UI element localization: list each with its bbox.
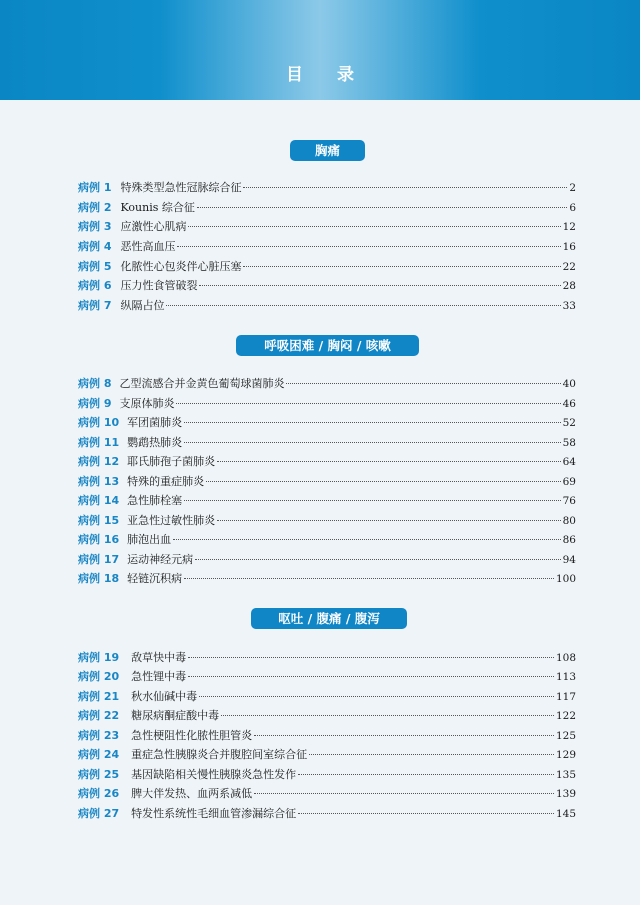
dot-leader bbox=[298, 774, 554, 775]
page-number: 69 bbox=[562, 476, 576, 488]
dot-leader bbox=[184, 500, 560, 501]
page-number: 64 bbox=[562, 456, 576, 468]
toc-entry[interactable] bbox=[78, 277, 576, 296]
page-number: 86 bbox=[562, 534, 576, 546]
toc-entry[interactable] bbox=[78, 297, 576, 316]
toc-entry[interactable] bbox=[78, 238, 576, 257]
dot-leader bbox=[309, 754, 554, 755]
page-number: 139 bbox=[555, 788, 576, 800]
case-title: 重症急性胰腺炎合并腹腔间室综合征 bbox=[131, 748, 308, 761]
case-title: 基因缺陷相关慢性胰腺炎急性发作 bbox=[131, 768, 297, 781]
case-number: 病例 22 bbox=[78, 709, 120, 722]
dot-leader bbox=[188, 657, 554, 658]
case-number: 病例 16 bbox=[78, 533, 120, 546]
toc-entry[interactable] bbox=[78, 746, 576, 765]
toc-entry[interactable] bbox=[78, 707, 576, 726]
case-title: 压力性食管破裂 bbox=[120, 279, 198, 292]
toc-entry[interactable] bbox=[78, 551, 576, 570]
case-title: 乙型流感合并金黄色葡萄球菌肺炎 bbox=[119, 377, 285, 390]
case-number: 病例 12 bbox=[78, 455, 120, 468]
dot-leader bbox=[177, 246, 560, 247]
case-title: 亚急性过敏性肺炎 bbox=[127, 514, 216, 527]
case-title: 鹦鹉热肺炎 bbox=[127, 436, 183, 449]
toc-entry[interactable] bbox=[78, 453, 576, 472]
page-number: 12 bbox=[562, 221, 576, 233]
case-title: 军团菌肺炎 bbox=[127, 416, 183, 429]
dot-leader bbox=[286, 383, 560, 384]
page-number: 100 bbox=[555, 573, 576, 585]
page-number: 52 bbox=[562, 417, 576, 429]
dot-leader bbox=[188, 226, 560, 227]
case-title: 特殊类型急性冠脉综合征 bbox=[120, 181, 242, 194]
case-title: 特殊的重症肺炎 bbox=[127, 475, 205, 488]
toc-entry[interactable] bbox=[78, 258, 576, 277]
page-number: 46 bbox=[562, 398, 576, 410]
case-number: 病例 3 bbox=[78, 220, 112, 233]
page-number: 125 bbox=[555, 730, 576, 742]
case-number: 病例 11 bbox=[78, 436, 120, 449]
case-number: 病例 24 bbox=[78, 748, 120, 761]
toc-entry[interactable] bbox=[78, 512, 576, 531]
page-number: 80 bbox=[562, 515, 576, 527]
toc-entry[interactable] bbox=[78, 727, 576, 746]
page-number: 40 bbox=[562, 378, 576, 390]
page-title: 目 录 bbox=[286, 65, 368, 85]
toc-entry[interactable] bbox=[78, 375, 576, 394]
case-title: 急性锂中毒 bbox=[131, 670, 187, 683]
section-heading-chest-pain: 胸痛 bbox=[290, 140, 365, 161]
case-title: 急性肺栓塞 bbox=[127, 494, 183, 507]
page-number: 22 bbox=[562, 261, 576, 273]
case-number: 病例 17 bbox=[78, 553, 120, 566]
case-title: 秋水仙碱中毒 bbox=[131, 690, 198, 703]
toc-entry[interactable] bbox=[78, 395, 576, 414]
page-number: 76 bbox=[562, 495, 576, 507]
dot-leader bbox=[254, 793, 554, 794]
page-number: 122 bbox=[555, 710, 576, 722]
toc-entry[interactable] bbox=[78, 179, 576, 198]
case-number: 病例 25 bbox=[78, 768, 120, 781]
toc-entry[interactable] bbox=[78, 492, 576, 511]
case-number: 病例 7 bbox=[78, 299, 112, 312]
dot-leader bbox=[184, 442, 560, 443]
dot-leader bbox=[184, 578, 554, 579]
page-number: 2 bbox=[569, 182, 576, 194]
dot-leader bbox=[188, 676, 554, 677]
dot-leader bbox=[217, 520, 560, 521]
toc-entry[interactable] bbox=[78, 199, 576, 218]
page-number: 108 bbox=[555, 652, 576, 664]
case-number: 病例 20 bbox=[78, 670, 120, 683]
case-number: 病例 15 bbox=[78, 514, 120, 527]
case-number: 病例 18 bbox=[78, 572, 120, 585]
dot-leader bbox=[197, 207, 567, 208]
dot-leader bbox=[254, 735, 554, 736]
toc-entry[interactable] bbox=[78, 414, 576, 433]
page-number: 129 bbox=[555, 749, 576, 761]
case-title: 应激性心肌病 bbox=[120, 220, 187, 233]
section-heading-dyspnea: 呼吸困难 / 胸闷 / 咳嗽 bbox=[236, 335, 419, 356]
case-number: 病例 4 bbox=[78, 240, 112, 253]
dot-leader bbox=[217, 461, 560, 462]
case-number: 病例 19 bbox=[78, 651, 120, 664]
case-number: 病例 6 bbox=[78, 279, 112, 292]
dot-leader bbox=[243, 266, 560, 267]
section-heading-vomiting: 呕吐 / 腹痛 / 腹泻 bbox=[251, 608, 407, 629]
page-number: 94 bbox=[562, 554, 576, 566]
toc-entry[interactable] bbox=[78, 766, 576, 785]
case-title: 恶性高血压 bbox=[120, 240, 176, 253]
case-title: 特发性系统性毛细血管渗漏综合征 bbox=[131, 807, 297, 820]
toc-entry[interactable] bbox=[78, 649, 576, 668]
dot-leader bbox=[195, 559, 560, 560]
page-number: 6 bbox=[569, 202, 576, 214]
case-number: 病例 13 bbox=[78, 475, 120, 488]
dot-leader bbox=[199, 696, 554, 697]
header-banner bbox=[0, 0, 640, 100]
case-number: 病例 10 bbox=[78, 416, 120, 429]
case-title: 脾大伴发热、血两系减低 bbox=[131, 787, 253, 800]
page-number: 113 bbox=[555, 671, 576, 683]
case-title: 敌草快中毒 bbox=[131, 651, 187, 664]
toc-entry[interactable] bbox=[78, 785, 576, 804]
page-number: 117 bbox=[555, 691, 576, 703]
dot-leader bbox=[173, 539, 560, 540]
dot-leader bbox=[298, 813, 554, 814]
page-number: 16 bbox=[562, 241, 576, 253]
case-number: 病例 23 bbox=[78, 729, 120, 742]
case-title: 急性梗阻性化脓性胆管炎 bbox=[131, 729, 253, 742]
toc-entry[interactable] bbox=[78, 570, 576, 589]
case-title: 轻链沉积病 bbox=[127, 572, 183, 585]
case-number: 病例 5 bbox=[78, 260, 112, 273]
case-title: 纵隔占位 bbox=[120, 299, 165, 312]
case-number: 病例 1 bbox=[78, 181, 112, 194]
dot-leader bbox=[176, 403, 560, 404]
toc-entry[interactable] bbox=[78, 531, 576, 550]
dot-leader bbox=[199, 285, 560, 286]
page-number: 28 bbox=[562, 280, 576, 292]
page-number: 58 bbox=[562, 437, 576, 449]
case-title: 支原体肺炎 bbox=[119, 397, 175, 410]
toc-entry[interactable] bbox=[78, 473, 576, 492]
dot-leader bbox=[221, 715, 554, 716]
dot-leader bbox=[206, 481, 560, 482]
toc-entry[interactable] bbox=[78, 805, 576, 824]
page-number: 33 bbox=[562, 300, 576, 312]
toc-entry[interactable] bbox=[78, 218, 576, 237]
case-number: 病例 9 bbox=[78, 397, 112, 410]
page-number: 135 bbox=[555, 769, 576, 781]
toc-entry[interactable] bbox=[78, 688, 576, 707]
case-title: 运动神经元病 bbox=[127, 553, 194, 566]
case-title: 化脓性心包炎伴心脏压塞 bbox=[120, 260, 242, 273]
case-title: 肺泡出血 bbox=[127, 533, 172, 546]
case-number: 病例 27 bbox=[78, 807, 120, 820]
case-number: 病例 2 bbox=[78, 201, 112, 214]
case-number: 病例 8 bbox=[78, 377, 112, 390]
case-number: 病例 14 bbox=[78, 494, 120, 507]
toc-entry[interactable] bbox=[78, 668, 576, 687]
dot-leader bbox=[166, 305, 560, 306]
dot-leader bbox=[184, 422, 560, 423]
case-number: 病例 26 bbox=[78, 787, 120, 800]
page-number: 145 bbox=[555, 808, 576, 820]
case-number: 病例 21 bbox=[78, 690, 120, 703]
case-title: 糖尿病酮症酸中毒 bbox=[131, 709, 220, 722]
case-title: 耶氏肺孢子菌肺炎 bbox=[127, 455, 216, 468]
dot-leader bbox=[243, 187, 567, 188]
toc-entry[interactable] bbox=[78, 434, 576, 453]
case-title: Kounis 综合征 bbox=[120, 201, 195, 214]
